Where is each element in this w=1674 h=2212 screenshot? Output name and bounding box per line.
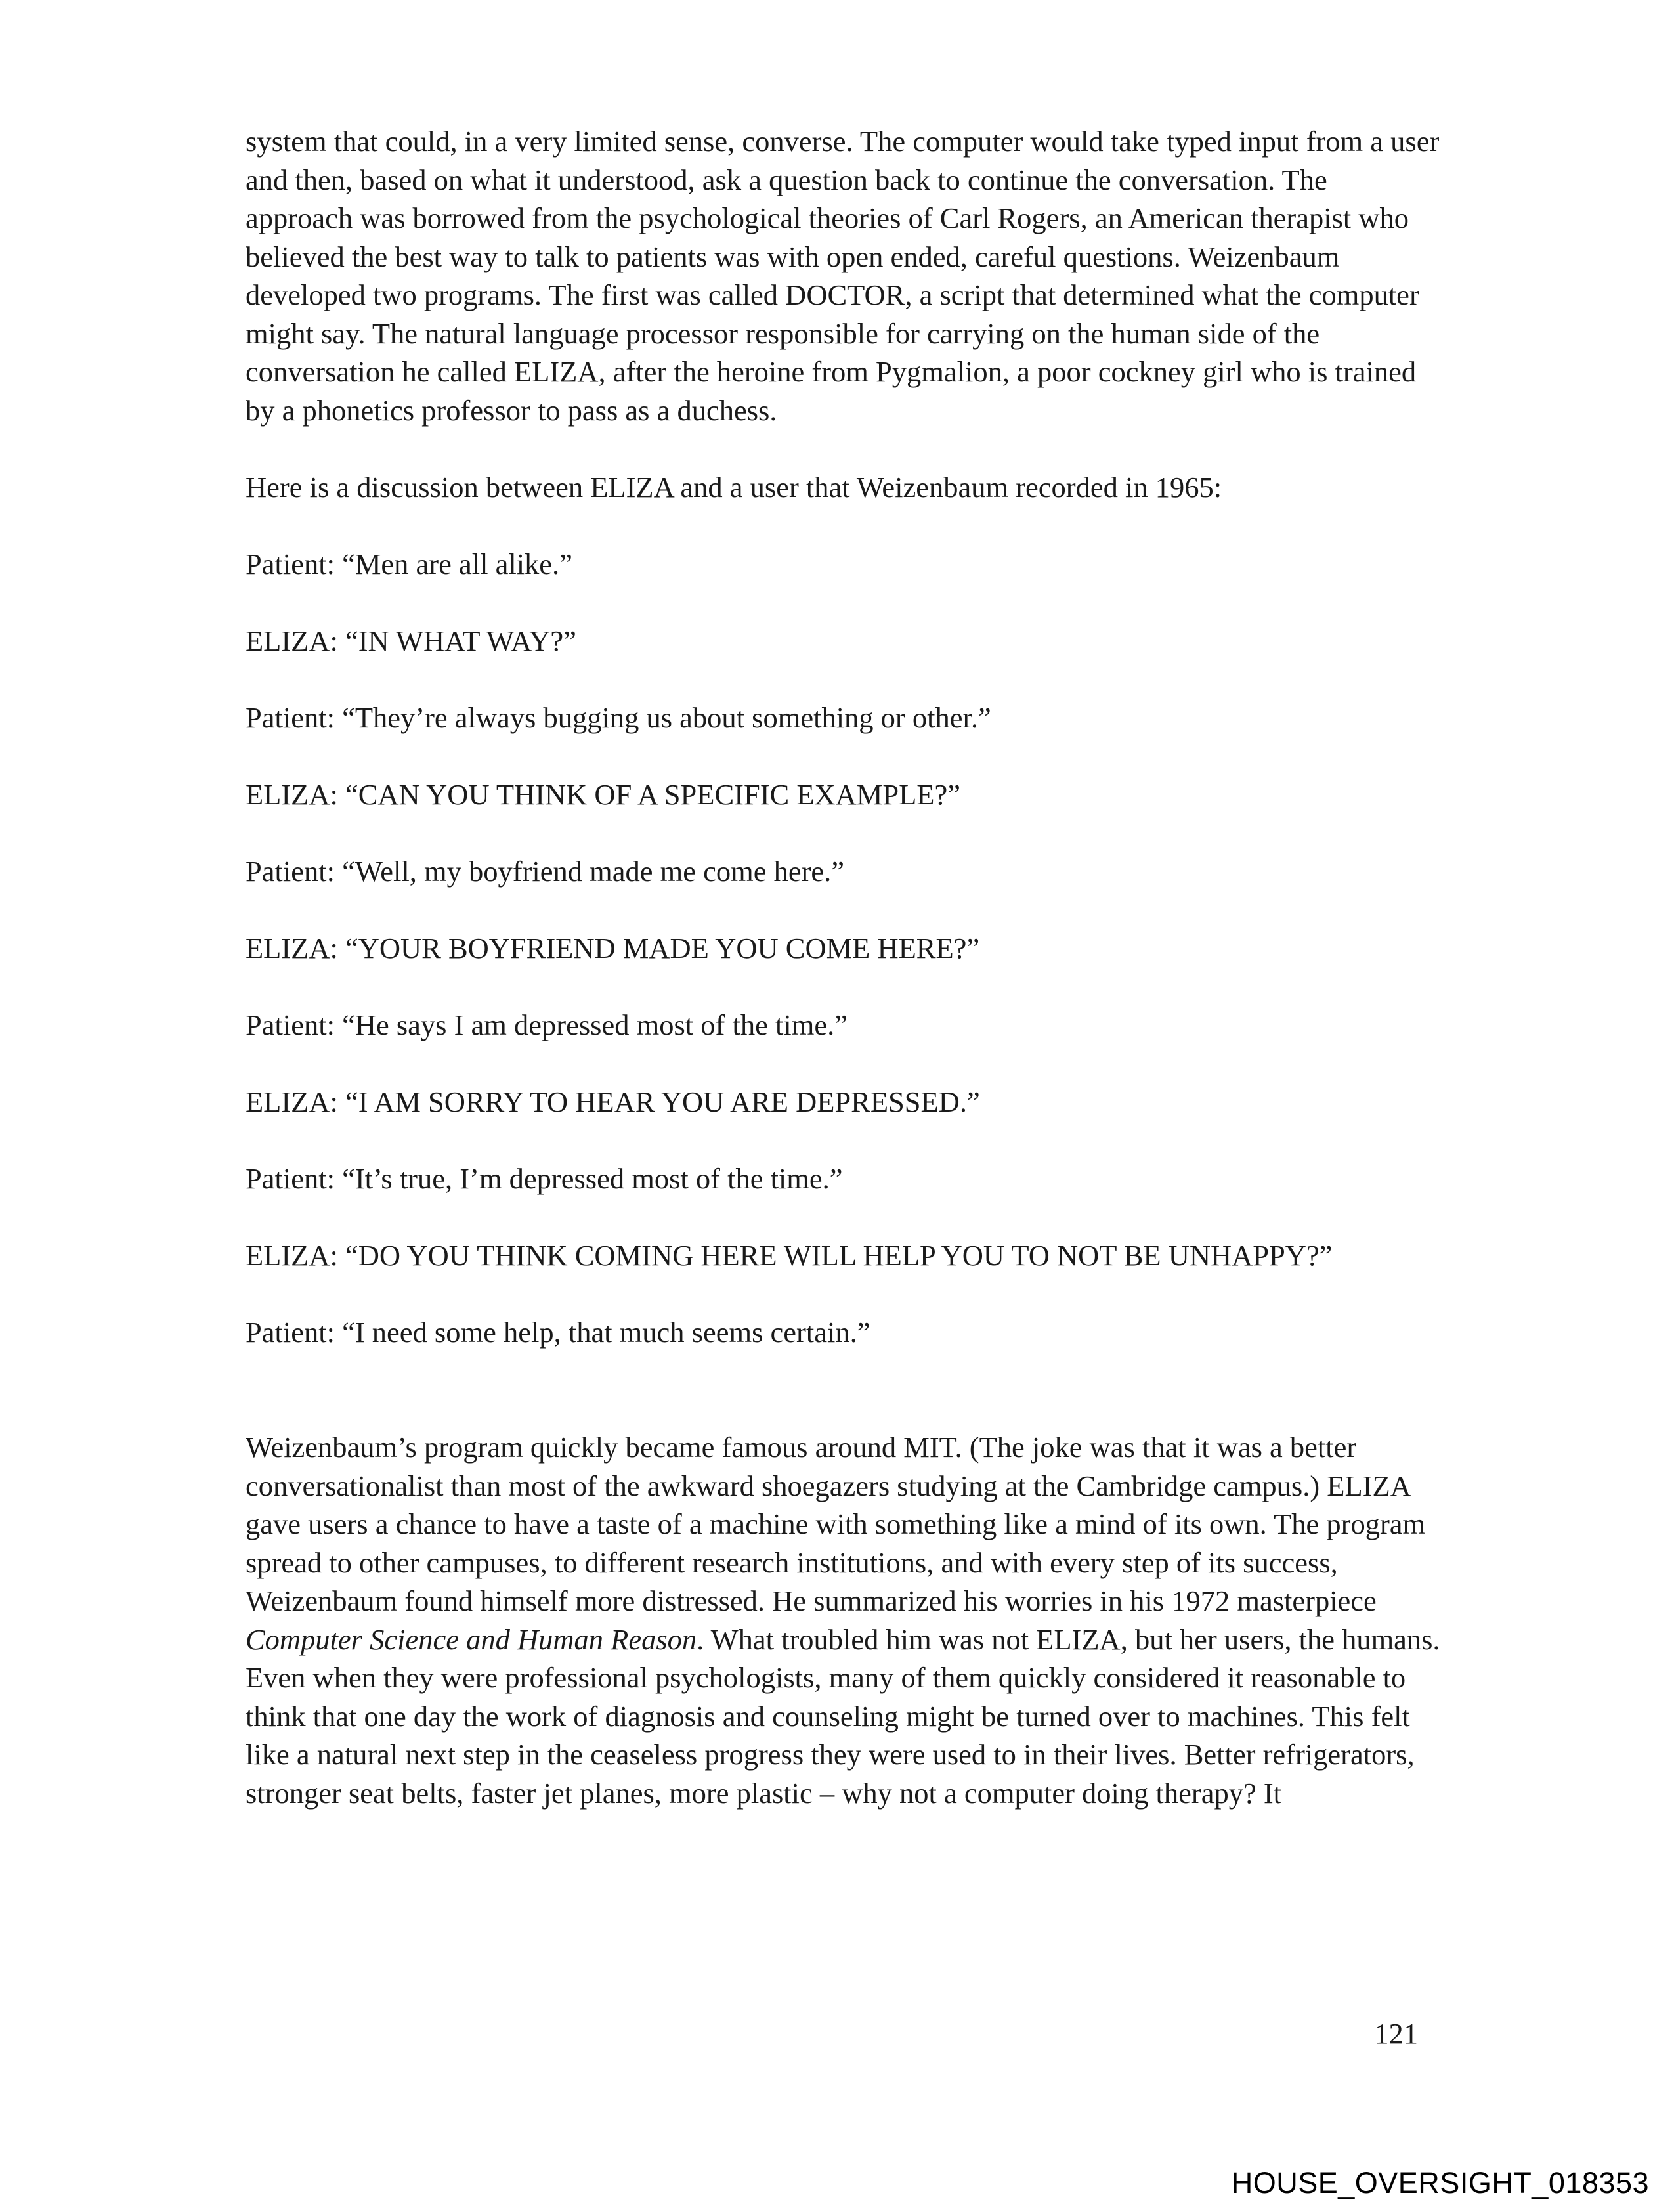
dialogue-line-eliza-3: ELIZA: “YOUR BOYFRIEND MADE YOU COME HERE?”: [246, 931, 980, 965]
body-paragraph-3: [246, 1428, 1440, 1812]
dialogue-line-eliza-5: ELIZA: “DO YOU THINK COMING HERE WILL HELP YOU TO NOT BE UNHAPPY?”: [246, 1238, 1333, 1272]
dialogue-line-patient-5: Patient: “It’s true, I’m depressed most of the time.”: [246, 1161, 843, 1195]
dialogue-line-patient-2: Patient: “They’re always bugging us about something or other.”: [246, 701, 991, 734]
dialogue-line-eliza-1: ELIZA: “IN WHAT WAY?”: [246, 624, 576, 657]
body-paragraph-3-text-b: . What troubled him was not ELIZA, but her users, the humans. Even when they were professional psychologists, many of them quickly considered it reasonable to think that one day the work of diagnosis and counseling might be turned over to machines. This felt like a natural next step in the ceaseless progress they were used to in their lives. Better refrigerators, stronger seat belts, faster jet planes, more plastic – why not a computer doing therapy? It: [246, 1622, 1440, 1810]
page-body: [246, 122, 1440, 1812]
dialogue-line-eliza-2: ELIZA: “CAN YOU THINK OF A SPECIFIC EXAMPLE?”: [246, 777, 960, 811]
dialogue-line-patient-6: Patient: “I need some help, that much seems certain.”: [246, 1315, 870, 1349]
dialogue-line-patient-1: Patient: “Men are all alike.”: [246, 547, 572, 580]
dialogue-line-eliza-4: ELIZA: “I AM SORRY TO HEAR YOU ARE DEPRESSED.”: [246, 1085, 980, 1118]
body-paragraph-3-text-a: Weizenbaum’s program quickly became famous around MIT. (The joke was that it was a better conversationalist than most of the awkward shoegazers studying at the Cambridge campus.) ELIZA gave users a chance to have a taste of a machine with something like a mind of its own. The program spread to other campuses, to different research institutions, and with every step of its success, Weizenbaum found himself more distressed. He summarized his worries in his 1972 masterpiece: [246, 1431, 1426, 1617]
intro-sentence: Here is a discussion between ELIZA and a user that Weizenbaum recorded in 1965:: [246, 470, 1222, 504]
bates-number: HOUSE_OVERSIGHT_018353: [1231, 2166, 1649, 2200]
book-title: Computer Science and Human Reason: [246, 1622, 697, 1656]
dialogue-line-patient-4: Patient: “He says I am depressed most of the time.”: [246, 1008, 848, 1041]
dialogue-line-patient-3: Patient: “Well, my boyfriend made me come here.”: [246, 854, 845, 888]
page-number: 121: [1374, 2017, 1418, 2050]
body-paragraph-1: system that could, in a very limited sense, converse. The computer would take typed input from a user and then, based on what it understood, ask a question back to continue the conversation. The approach was borrowed from the psychological theories of Carl Rogers, an American therapist who believed the best way to talk to patients was with open ended, careful questions. Weizenbaum developed two programs. The first was called DOCTOR, a script that determined what the computer might say. The natural language processor responsible for carrying on the human side of the conversation he called ELIZA, after the heroine from Pygmalion, a poor cockney girl who is trained by a phonetics professor to pass as a duchess.: [246, 125, 1440, 427]
